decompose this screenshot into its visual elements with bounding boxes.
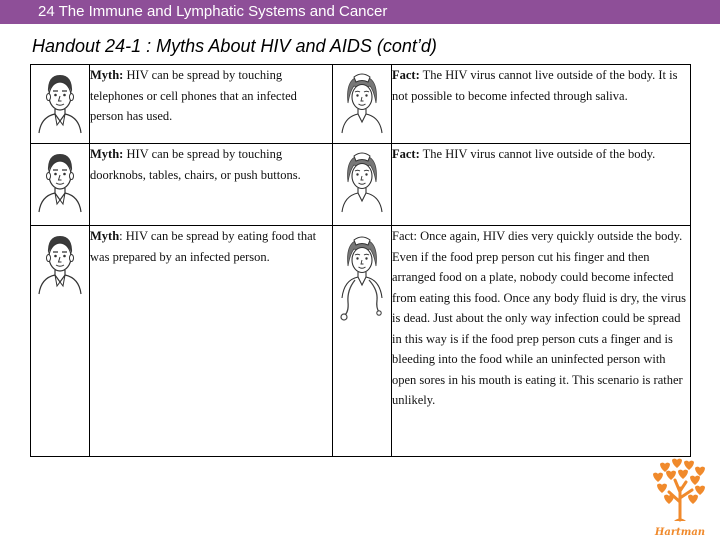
myth-label: Myth (90, 229, 120, 243)
myth-avatar-cell (31, 144, 90, 226)
fact-avatar-cell (333, 226, 392, 457)
man-face-icon (35, 148, 85, 214)
hartman-logo (648, 458, 712, 536)
myth-text-cell (90, 144, 333, 226)
table-row (31, 65, 691, 144)
myth-avatar-cell (31, 65, 90, 144)
logo-text: Hartman (654, 527, 706, 538)
fact-text-cell (392, 226, 691, 457)
fact-avatar-cell (333, 144, 392, 226)
fact-avatar-cell (333, 65, 392, 144)
myth-text: HIV can be spread by touching doorknobs, tables, chairs, or push buttons. (90, 147, 301, 182)
table-row (31, 144, 691, 226)
fact-text: The HIV virus cannot live outside of the body. (419, 147, 656, 161)
myths-table (30, 64, 691, 457)
nurse-face-icon (337, 69, 387, 135)
fact-text-cell (392, 144, 691, 226)
myth-text-cell (90, 226, 333, 457)
myth-text-cell (90, 65, 333, 144)
fact-text: : Once again, HIV dies very quickly outside the body. Even if the food prep person cut his finger and then arranged food on a plate, nobody could become infected from eating this food. Once any body fluid is dry, the virus is dead. Just about the only way infection could be spread in this way is if the food prep person cuts a finger and is bleeding into the food while an uninfected person with open sores in his mouth is eating it. This scenario is rather unlikely. (392, 229, 686, 407)
chapter-title: 24 The Immune and Lymphatic Systems and Cancer (38, 3, 388, 20)
fact-label: Fact (392, 229, 414, 243)
table-row (31, 226, 691, 457)
fact-text-cell (392, 65, 691, 144)
nurse-face-with-stethoscope-icon (335, 230, 389, 322)
myth-text: : HIV can be spread by eating food that was prepared by an infected person. (90, 229, 317, 264)
fact-text: The HIV virus cannot live outside of the body. It is not possible to become infected through saliva. (392, 68, 678, 103)
man-face-icon (35, 69, 85, 135)
hartman-tree-logo-icon (648, 458, 712, 522)
fact-label: Fact: (392, 147, 420, 161)
myth-label: Myth: (90, 147, 124, 161)
header-bar (0, 0, 720, 24)
handout-title: Handout 24-1 : Myths About HIV and AIDS (cont’d) (32, 36, 437, 56)
myth-label: Myth: (90, 68, 124, 82)
fact-label: Fact: (392, 68, 420, 82)
myth-avatar-cell (31, 226, 90, 457)
man-face-icon (35, 230, 85, 296)
nurse-face-icon (337, 148, 387, 214)
myth-text: HIV can be spread by touching telephones or cell phones that an infected person has used. (90, 68, 297, 123)
